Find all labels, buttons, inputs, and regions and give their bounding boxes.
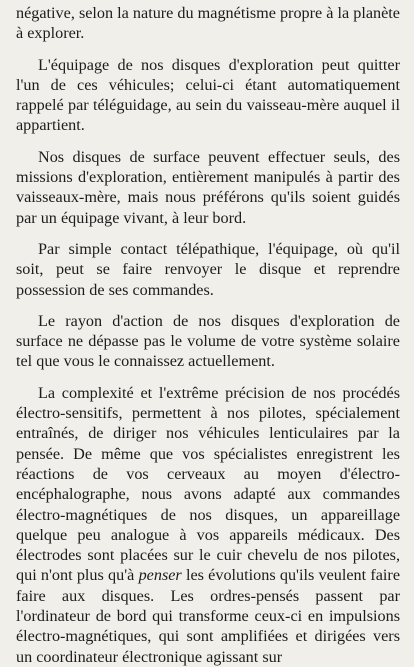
- paragraph-1-text: négative, selon la nature du magnétisme propre à la planète à explorer.: [16, 4, 400, 43]
- paragraph-6: [16, 383, 400, 667]
- paragraph-6-text-a: La complexité et l'extrême précision de nos procédés électro-sensitifs, permettent à nos pilotes, spécialement entraînés, de diriger nos véhicules lenticulaires par la pensée. De même que vos spécialistes enregistrent les réactions de vos cerveaux au moyen d'électro-encéphalographe, nous avons adapté aux commandes électro-magnétiques de nos disques, un appareillage quelque peu analogue à vos appareils médicaux. Des électrodes sont placées sur le cuir chevelu de nos pilotes, qui n'ont plus qu'à: [16, 383, 400, 585]
- paragraph-gap: [16, 44, 400, 55]
- paragraph-1: [16, 3, 400, 44]
- paragraph-2: [16, 55, 400, 136]
- paragraph-gap: [16, 300, 400, 311]
- paragraph-4-text: Par simple contact télépathique, l'équipage, où qu'il soit, peut se faire renvoyer le disque et reprendre possession de ses commandes.: [16, 239, 400, 299]
- paragraph-gap: [16, 136, 400, 147]
- paragraph-gap: [16, 228, 400, 239]
- paragraph-3-text: Nos disques de surface peuvent effectuer seuls, des missions d'exploration, entièrement manipulés à partir des vaisseaux-mère, mais nous préférons qu'ils soient guidés par un équipage vivant, à leur bord.: [16, 147, 400, 227]
- paragraph-5-text: Le rayon d'action de nos disques d'exploration de surface ne dépasse pas le volume de votre système solaire tel que vous le connaissez actuellement.: [16, 311, 400, 371]
- paragraph-3: [16, 147, 400, 228]
- paragraph-6-text-b: les évolutions qu'ils veulent faire faire aux disques. Les ordres-pensés passent par l'ordinateur de bord qui transforme ceux-ci en impulsions électro-magnétiques, qui sont amplifiées et dirigées vers un coordinateur électronique agissant sur: [16, 566, 400, 666]
- paragraph-4: [16, 239, 400, 300]
- paragraph-6-emphasis: penser: [138, 566, 182, 585]
- paragraph-gap: [16, 372, 400, 383]
- paragraph-2-text: L'équipage de nos disques d'exploration peut quitter l'un de ces véhicules; celui-ci étant automatiquement rappelé par téléguidage, au sein du vaisseau-mère auquel il appartient.: [16, 55, 400, 135]
- paragraph-5: [16, 311, 400, 372]
